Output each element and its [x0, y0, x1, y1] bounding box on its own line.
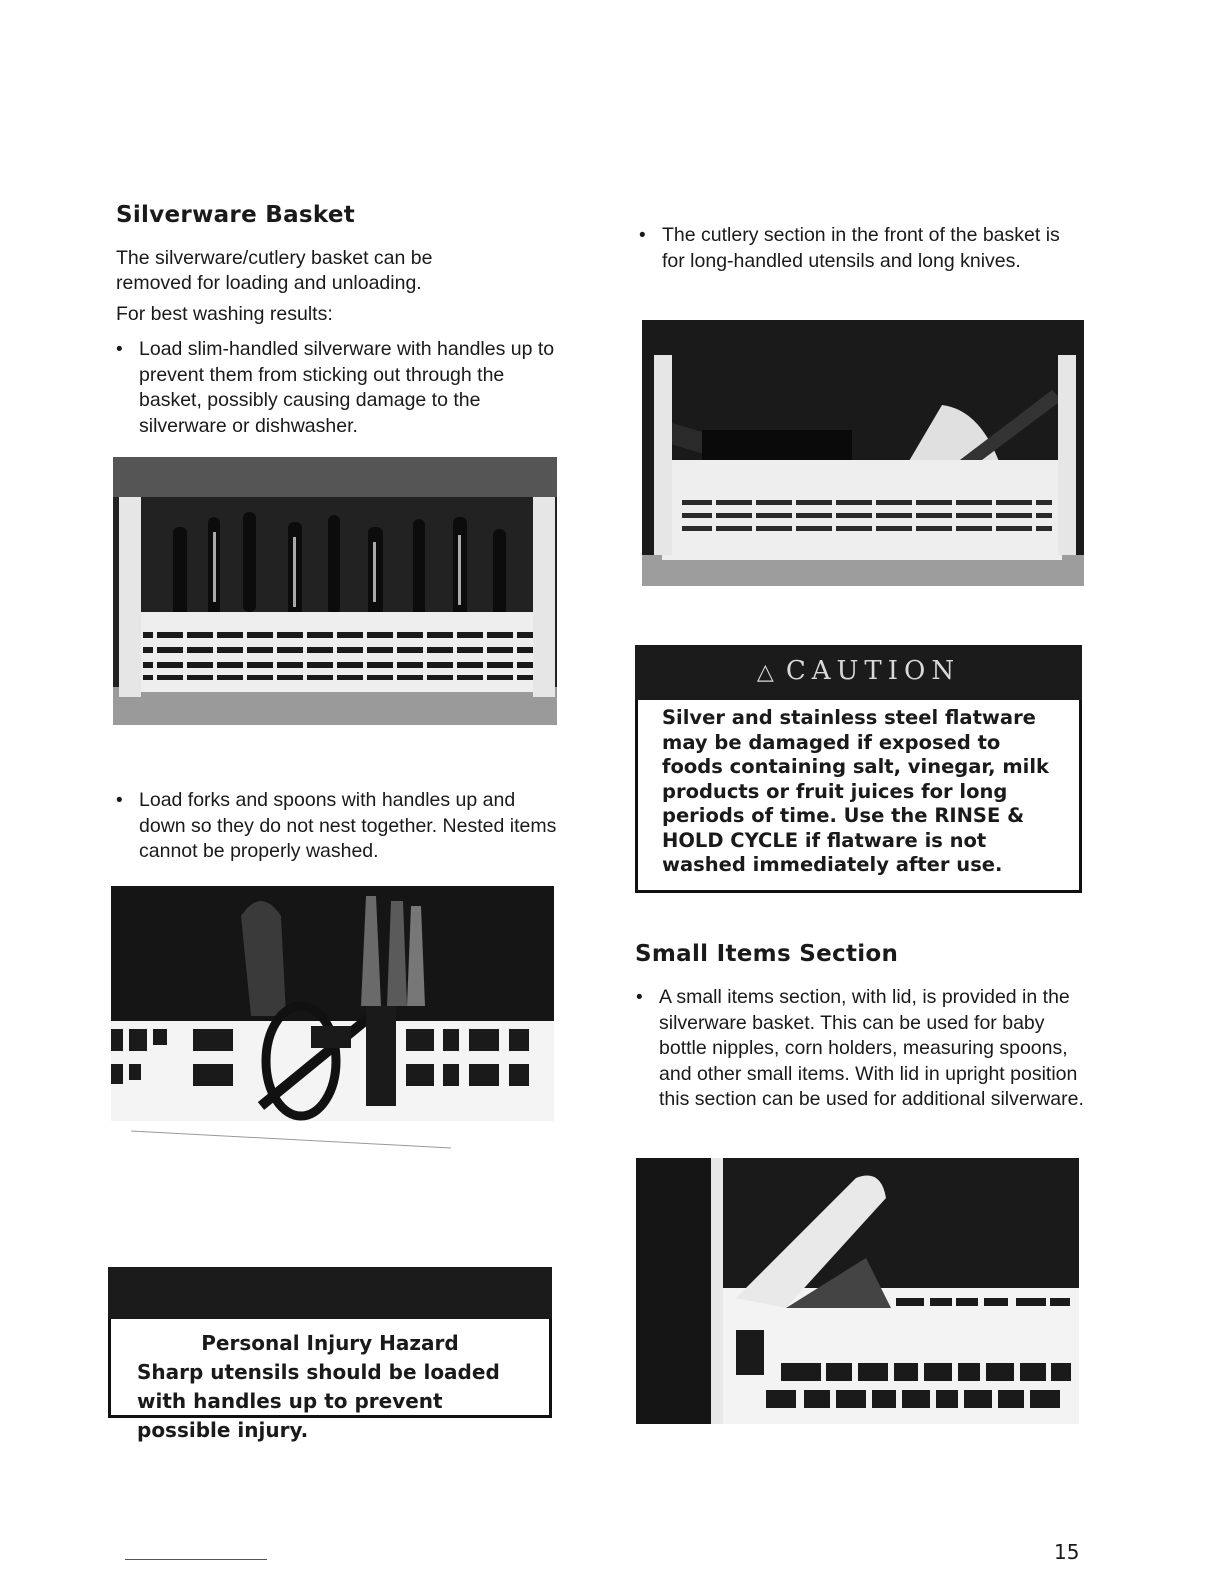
page-number: 15 [1054, 1540, 1080, 1564]
caution-box [635, 700, 1082, 893]
forks-spoons-list [114, 788, 564, 865]
small-items-heading: Small Items Section [635, 941, 899, 967]
silverware-basket-heading: Silverware Basket [116, 202, 356, 228]
list-item: • A small items section, with lid, is provided in the silverware basket. This can be used for baby bottle nipples, corn holders, measuring spoons, and other small items. With lid in upright position this section can be used for additional silverware. [634, 985, 1084, 1113]
warning-triangle-icon: △ [756, 660, 780, 685]
basket-photo-handles-up [113, 457, 557, 725]
small-items-photo [636, 1158, 1079, 1424]
list-item: • The cutlery section in the front of the basket is for long-handled utensils and long knives. [637, 223, 1077, 274]
nested-forks-photo [111, 886, 554, 1156]
footer-rule [125, 1559, 267, 1560]
best-results-text: For best washing results: [116, 303, 333, 325]
hazard-box [108, 1319, 552, 1442]
intro-paragraph: The silverware/cutlery basket can be removed for loading and unloading. [116, 247, 433, 294]
list-item: • Load slim-handled silverware with handles up to prevent them from sticking out through the basket, possibly causing damage to the silverware or dishwasher. [114, 337, 564, 439]
hazard-header-bar [108, 1267, 552, 1319]
slim-handle-list [114, 337, 564, 439]
caution-label: CAUTION [785, 656, 961, 686]
small-items-list [634, 985, 1084, 1113]
hazard-title: Personal Injury Hazard [201, 1331, 459, 1355]
list-item: • Load forks and spoons with handles up and down so they do not nest together. Nested items cannot be properly washed. [114, 788, 564, 865]
cutlery-section-list [637, 223, 1077, 274]
hazard-text: Sharp utensils should be loaded with handles up to prevent possible injury. [137, 1360, 500, 1442]
caution-header [635, 645, 1082, 700]
caution-text: Silver and stainless steel flatware may be damaged if exposed to foods containing salt, vinegar, milk products or fruit juices for long periods of time. Use the RINSE & HOLD CYCLE if flatware is not washed immediately after use. [662, 706, 1050, 876]
long-utensils-photo [642, 320, 1084, 586]
